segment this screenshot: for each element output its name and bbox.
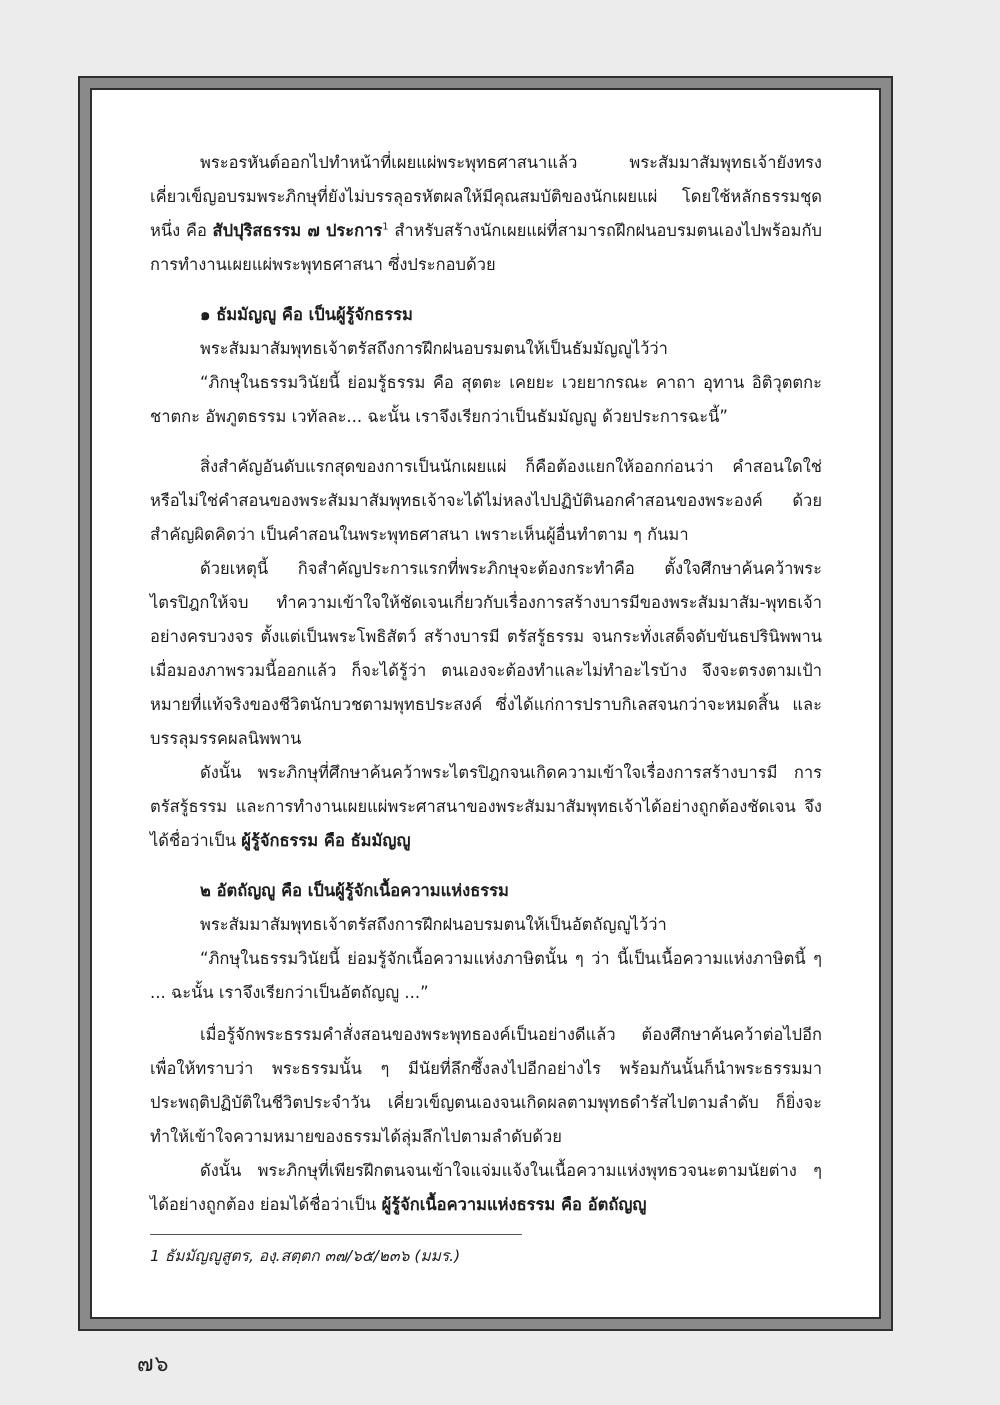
page-number: ๗๖ (137, 1352, 170, 1377)
intro-text-after: สำหรับสร้างนักเผยแผ่ที่สามารถฝึกฝนอบรมตนเองไปพร้อมกับการทำงานเผยแผ่พระพุทธศาสนา ซึ่งประกอบด้วย (150, 221, 822, 274)
footnote-divider (150, 1234, 522, 1235)
section1-para3-bold: ผู้รู้จักธรรม คือ ธัมมัญญู (241, 831, 411, 850)
section1-para3 (150, 756, 822, 858)
section2-para2-bold: ผู้รู้จักเนื้อความแห่งธรรม คือ อัตถัญญู (381, 1195, 647, 1214)
intro-paragraph (150, 146, 822, 282)
section1-para1: สิ่งสำคัญอันดับแรกสุดของการเป็นนักเผยแผ่ ก็คือต้องแยกให้ออกก่อนว่า คำสอนใดใช่หรือไม่ใช่คำสอนของพระสัมมาสัมพุทธเจ้าจะได้ไม่หลงไปปฏิบัตินอกคำสอนของพระองค์ ด้วยสำคัญผิดคิดว่า เป็นคำสอนในพระพุทธศาสนา เพราะเห็นผู้อื่นทำตาม ๆ กันมา (150, 457, 822, 544)
section1-quote: “ภิกษุในธรรมวินัยนี้ ย่อมรู้ธรรม คือ สุตตะ เคยยะ เวยยากรณะ คาถา อุทาน อิติวุตตกะ ชาตกะ อัพภูตธรรม เวทัลละ... ฉะนั้น เราจึงเรียกว่าเป็นธัมมัญญู ด้วยประการฉะนี้” (150, 373, 822, 426)
section2-heading (150, 874, 822, 908)
section2-quote: “ภิกษุในธรรมวินัยนี้ ย่อมรู้จักเนื้อความแห่งภาษิตนั้น ๆ ว่า นี้เป็นเนื้อความแห่งภาษิตนี้ ๆ ... ฉะนั้น เราจึงเรียกว่าเป็นอัตถัญญู ...” (150, 949, 822, 1002)
intro-bold-term: สัปปุริสธรรม ๗ ประการ (212, 221, 383, 240)
intro-text-before: พระอรหันต์ออกไปทำหน้าที่เผยแผ่พระพุทธศาสนาแล้ว พระสัมมาสัมพุทธเจ้ายังทรงเคี่ยวเข็ญอบรมพระภิกษุที่ยังไม่บรรลุอรหัตผลให้มีคุณสมบัติของนักเผยแผ่ โดยใช้หลักธรรมชุดหนึ่ง คือ (150, 153, 822, 240)
section2-heading-text: ๒ อัตถัญญู คือ เป็นผู้รู้จักเนื้อความแห่งธรรม (200, 881, 509, 900)
page-content (150, 146, 822, 1271)
footnote-ref[interactable]: 1 (382, 221, 389, 233)
section2-para1: เมื่อรู้จักพระธรรมคำสั่งสอนของพระพุทธองค์เป็นอย่างดีแล้ว ต้องศึกษาค้นคว้าต่อไปอีก เพื่อให้ทราบว่า พระธรรมนั้น ๆ มีนัยที่ลึกซึ้งลงไปอีกอย่างไร พร้อมกันนั้นก็นำพระธรรมมาประพฤติปฏิบัติในชีวิตประจำวัน เคี่ยวเข็ญตนเองจนเกิดผลตามพุทธดำรัสไปตามลำดับ ก็ยิ่งจะทำให้เข้าใจความหมายของธรรมได้ลุ่มลึกไปตามลำดับด้วย (150, 1025, 822, 1146)
section1-lead: พระสัมมาสัมพุทธเจ้าตรัสถึงการฝึกฝนอบรมตนให้เป็นธัมมัญญูไว้ว่า (200, 339, 668, 358)
section1-heading (150, 298, 822, 332)
footnote: 1 ธัมมัญญูสูตร, องฺ.สตฺตก ๓๗/๖๕/๒๓๖ (มมร.) (150, 1247, 461, 1265)
section2-para2-text: ดังนั้น พระภิกษุที่เพียรฝึกตนจนเข้าใจแจ่มแจ้งในเนื้อความแห่งพุทธวจนะตามนัยต่าง ๆ ได้อย่างถูกต้อง ย่อมได้ชื่อว่าเป็น (150, 1161, 822, 1214)
page-frame-inner (90, 88, 881, 1319)
section1-heading-text: ๑ ธัมมัญญู คือ เป็นผู้รู้จักธรรม (200, 305, 413, 324)
section2-lead: พระสัมมาสัมพุทธเจ้าตรัสถึงการฝึกฝนอบรมตนให้เป็นอัตถัญญูไว้ว่า (200, 915, 667, 934)
page-frame-outer (78, 76, 893, 1331)
section2-para2 (150, 1154, 822, 1222)
section1-para3-text: ดังนั้น พระภิกษุที่ศึกษาค้นคว้าพระไตรปิฎกจนเกิดความเข้าใจเรื่องการสร้างบารมี การตรัสรู้ธรรม และการทำงานเผยแผ่พระศาสนาของพระสัมมาสัมพุทธเจ้าได้อย่างถูกต้องชัดเจน จึงได้ชื่อว่าเป็น (150, 763, 822, 850)
section1-para2: ด้วยเหตุนี้ กิจสำคัญประการแรกที่พระภิกษุจะต้องกระทำคือ ตั้งใจศึกษาค้นคว้าพระไตรปิฎกให้จบ ทำความเข้าใจให้ชัดเจนเกี่ยวกับเรื่องการสร้างบารมีของพระสัมมาสัม-พุทธเจ้าอย่างครบวงจร ตั้งแต่เป็นพระโพธิสัตว์ สร้างบารมี ตรัสรู้ธรรม จนกระทั่งเสด็จดับขันธปรินิพพาน เมื่อมองภาพรวมนี้ออกแล้ว ก็จะได้รู้ว่า ตนเองจะต้องทำและไม่ทำอะไรบ้าง จึงจะตรงตามเป้าหมายที่แท้จริงของชีวิตนักบวชตามพุทธประสงค์ ซึ่งได้แก่การปราบกิเลสจนกว่าจะหมดสิ้น และบรรลุมรรคผลนิพพาน (150, 559, 822, 748)
